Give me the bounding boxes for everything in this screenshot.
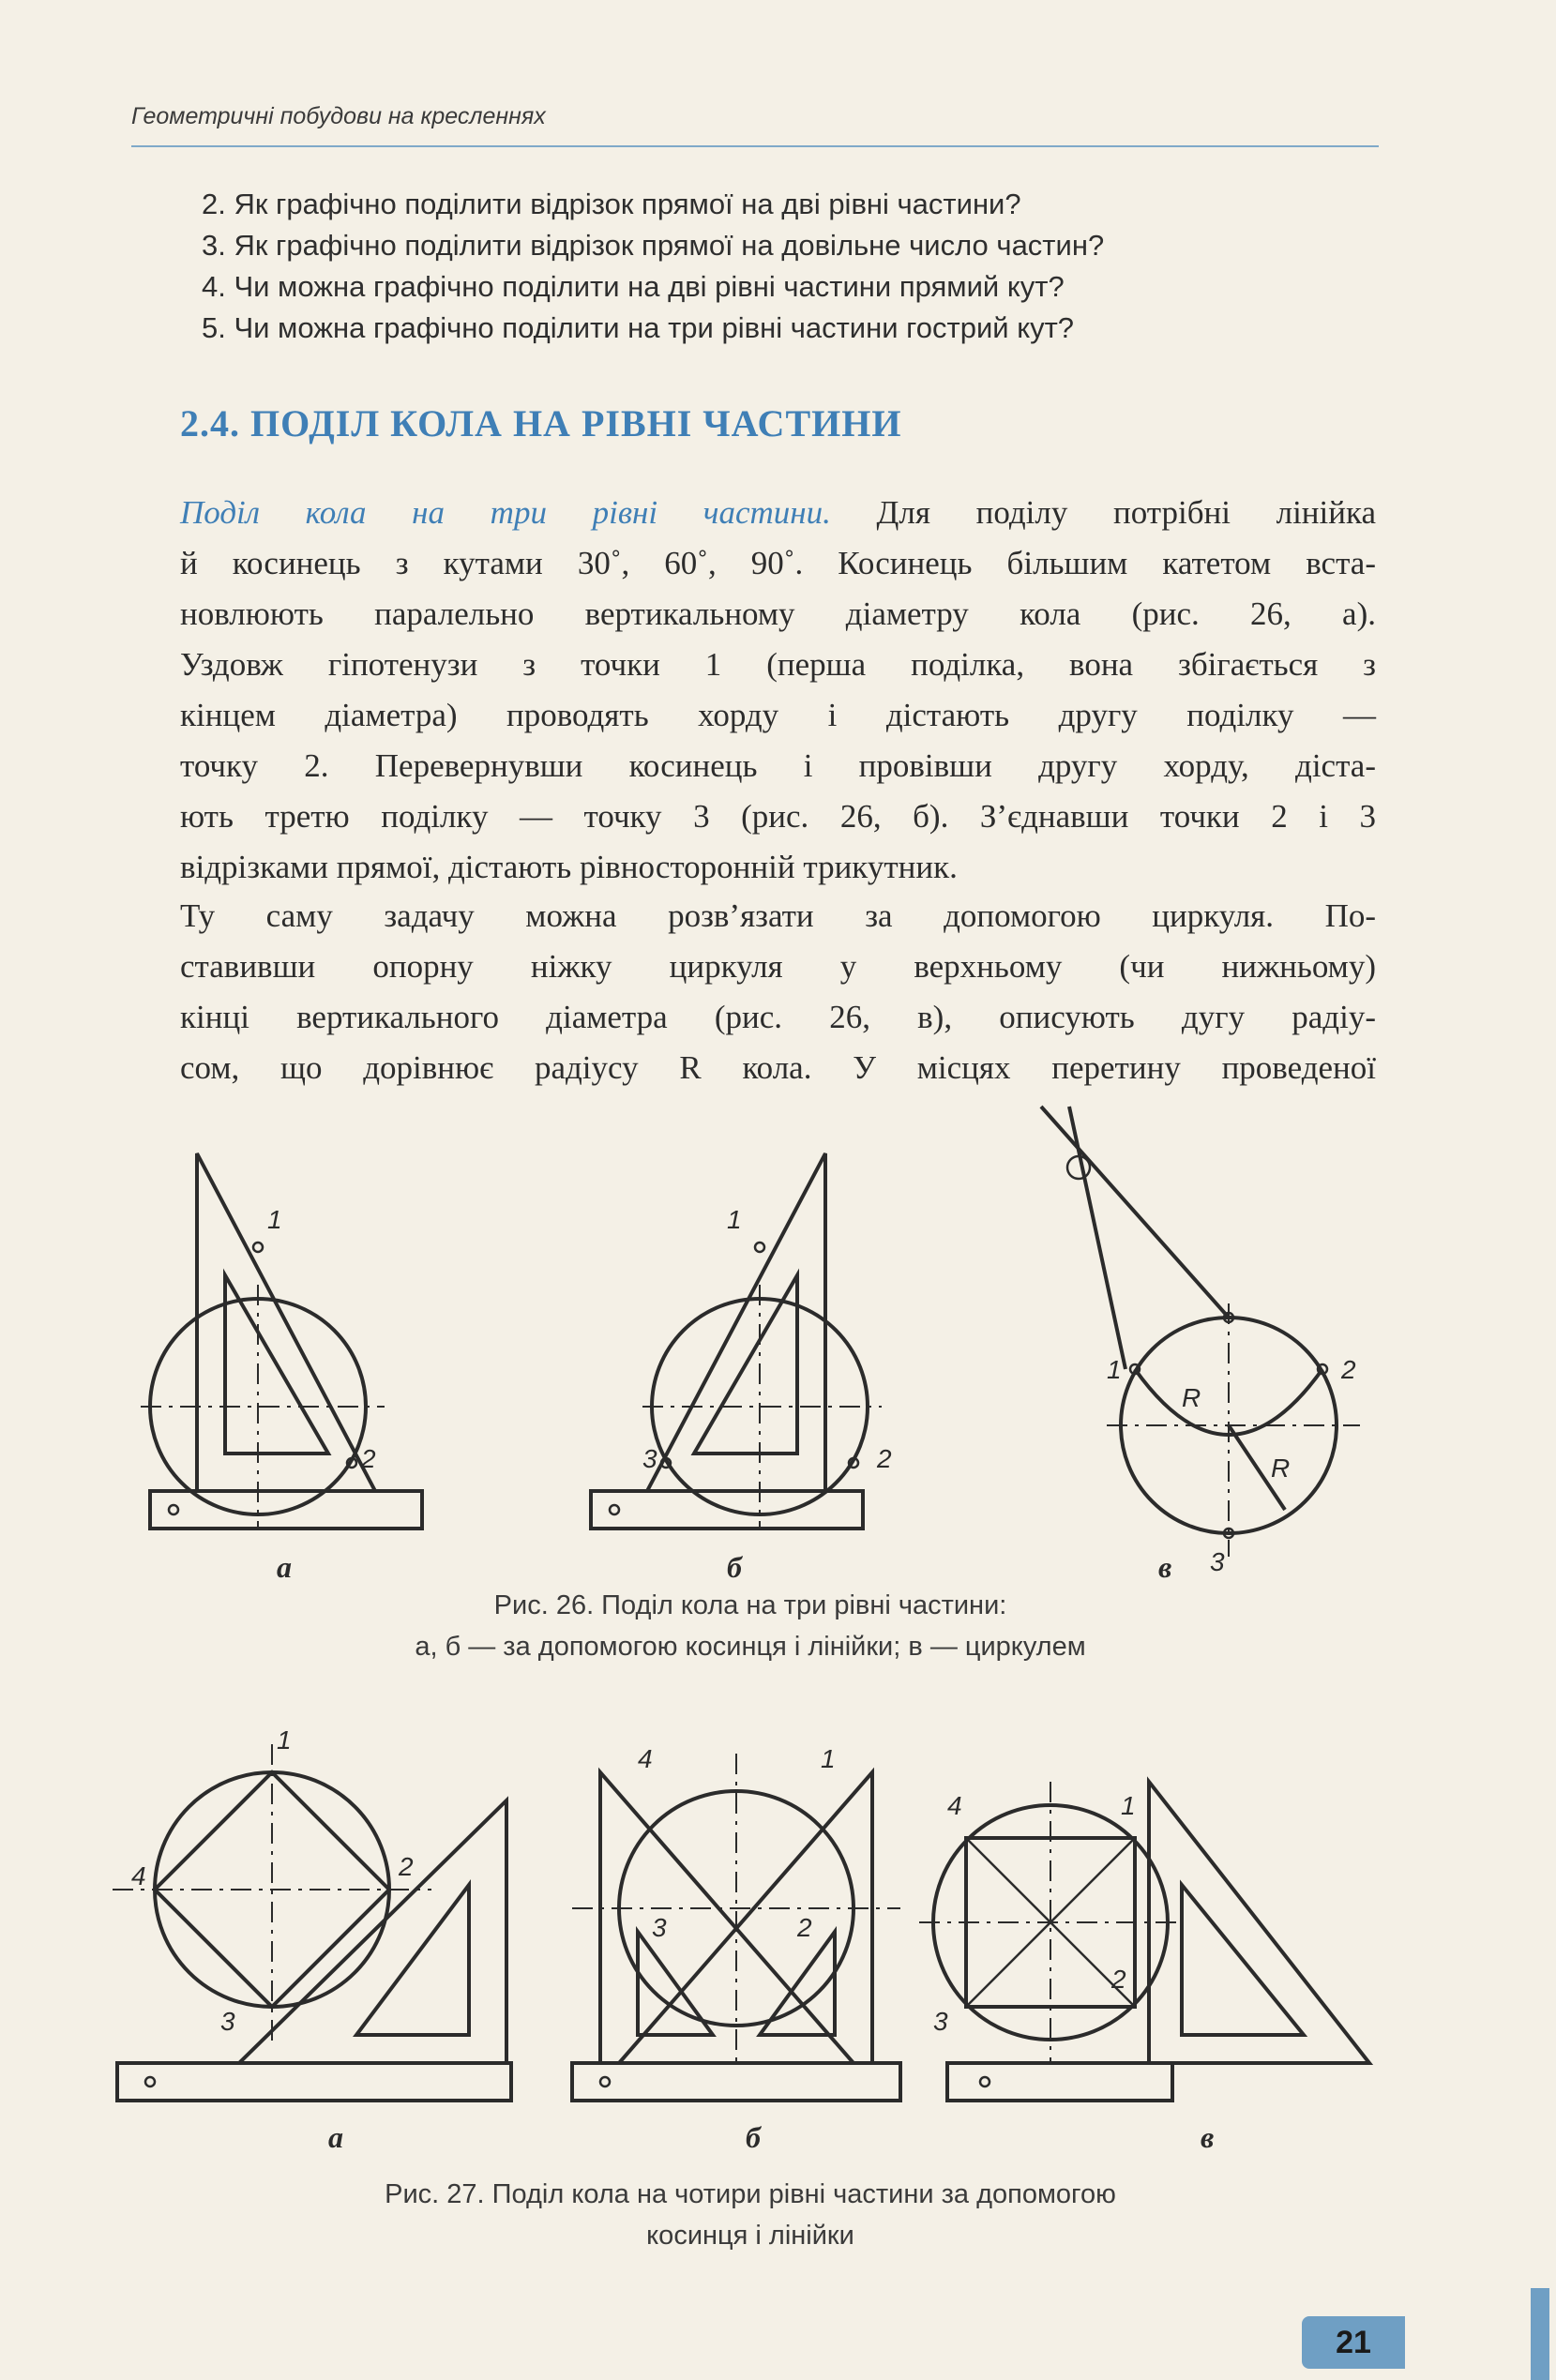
radius-label: R [1271,1454,1291,1483]
point-label-4: 4 [947,1791,962,1820]
question-item: 5. Чи можна графічно поділити на три рівні частини гострий кут? [202,311,1075,344]
figure-27b-drawing [572,1754,900,2101]
paragraph-line: сом, що дорівнює радіусу R кола. У місцях перетину проведеної [180,1049,1376,1086]
paragraph-line: відрізками прямої, дістають рівносторонній трикутник. [180,849,958,885]
paragraph-line: Уздовж гіпотенузи з точки 1 (перша поділка, вона збігається з [180,646,1376,683]
figure-27-sublabel-b: б [746,2120,761,2154]
radius-label: R [1182,1383,1201,1412]
point-label-2: 2 [877,1444,892,1473]
paragraph-2 [180,891,1376,1093]
caption-line: Рис. 27. Поділ кола на чотири рівні частини за допомогою [385,2179,1116,2209]
paragraph-text: Для поділу потрібні лінійка [830,494,1376,531]
running-header: Геометричні побудови на кресленнях [131,103,1379,147]
paragraph-line: новлюють паралельно вертикальному діаметру кола (рис. 26, а). [180,595,1376,632]
point-label-1: 1 [277,1725,292,1755]
figure-27-caption [103,2174,1397,2256]
review-questions [202,184,1383,349]
paragraph-line: й косинець з кутами 30˚, 60˚, 90˚. Косинець більшим катетом вста- [180,545,1376,581]
point-label-3: 3 [652,1913,667,1942]
question-item: 2. Як графічно поділити відрізок прямої на дві рівні частини? [202,188,1021,220]
figure-27c-drawing [919,1782,1369,2101]
point-label-4: 4 [131,1861,146,1890]
figure-27-drawing [103,1707,1397,2157]
question-item: 3. Як графічно поділити відрізок прямої на довільне число частин? [202,229,1105,262]
point-label-1: 1 [267,1205,282,1234]
point-label-3: 3 [1210,1547,1225,1576]
caption-line: косинця і лінійки [646,2221,854,2251]
page-edge-tab [1531,2288,1549,2380]
point-label-2: 2 [399,1852,414,1881]
point-label-2: 2 [1111,1965,1126,1994]
point-label-4: 4 [638,1744,653,1773]
paragraph-line: точку 2. Перевернувши косинець і провівши другу хорду, діста- [180,747,1376,784]
figure-26c-drawing [1041,1107,1360,1557]
point-label-2: 2 [361,1444,376,1473]
figure-27-sublabel-c: в [1201,2120,1215,2154]
section-title: 2.4. ПОДІЛ КОЛА НА РІВНІ ЧАСТИНИ [180,402,902,444]
point-label-1: 1 [1121,1791,1136,1820]
figure-26-sublabel-a: а [277,1550,292,1584]
point-label-3: 3 [933,2007,948,2036]
question-item: 4. Чи можна графічно поділити на дві рівні частини прямий кут? [202,270,1065,303]
paragraph-line: Ту саму задачу можна розв’язати за допомогою циркуля. По- [180,897,1376,934]
point-label-3: 3 [220,2007,235,2036]
caption-line: а, б — за допомогою косинця і лінійки; в — циркулем [415,1632,1086,1662]
point-label-2: 2 [797,1913,812,1942]
figure-27-sublabel-a: а [328,2120,343,2154]
point-label-1: 1 [727,1205,742,1234]
figure-26 [103,1097,1397,1585]
run-in-heading: Поділ кола на три рівні частини. [180,494,831,531]
caption-line: Рис. 26. Поділ кола на три рівні частини: [493,1590,1007,1620]
figure-26-drawing [103,1097,1397,1585]
figure-27 [103,1707,1397,2157]
figure-26-sublabel-b: б [727,1550,742,1584]
paragraph-line [180,488,1376,538]
point-label-1: 1 [821,1744,836,1773]
paragraph-line: ють третю поділку — точку 3 (рис. 26, б). З’єднавши точки 2 і 3 [180,798,1376,835]
paragraph-line: кінці вертикального діаметра (рис. 26, в), описують дугу радіу- [180,999,1376,1035]
page-number: 21 [1302,2316,1405,2369]
figure-27a-drawing [113,1744,511,2101]
figure-26-sublabel-c: в [1158,1550,1172,1584]
paragraph-line: ставивши опорну ніжку циркуля у верхньому (чи нижньому) [180,948,1376,985]
figure-26-caption [103,1585,1397,1667]
paragraph-1 [180,488,1376,893]
point-label-2: 2 [1341,1355,1356,1384]
point-label-1: 1 [1107,1355,1122,1384]
paragraph-line: кінцем діаметра) проводять хорду і дістають другу поділку — [180,697,1376,733]
point-label-3: 3 [642,1444,657,1473]
